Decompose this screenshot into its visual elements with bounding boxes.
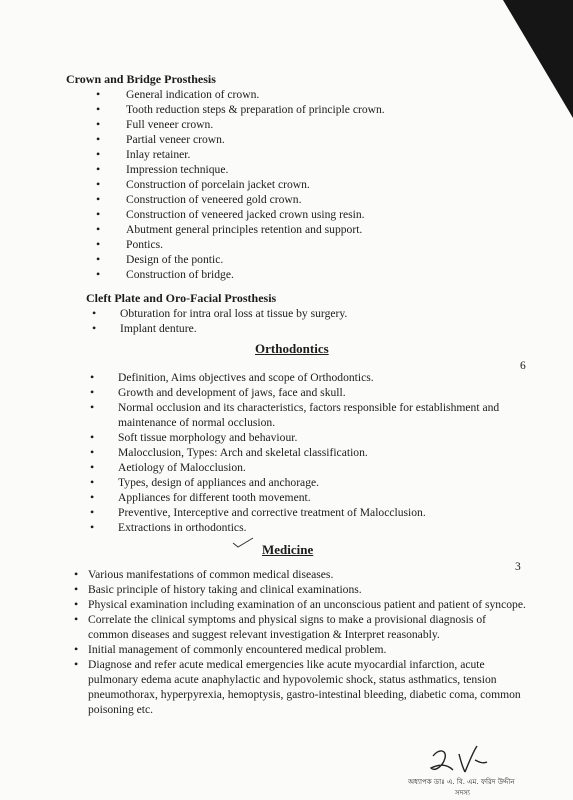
list-item: • Growth and development of jaws, face and skull. (90, 385, 530, 400)
list-item: • Physical examination including examination of an unconscious patient and patient of syncope. (74, 597, 528, 612)
list-item: • Various manifestations of common medical diseases. (74, 567, 528, 582)
list-item: • Preventive, Interceptive and corrective treatment of Malocclusion. (90, 505, 530, 520)
medicine-heading: Medicine (262, 542, 314, 557)
list-item: • Definition, Aims objectives and scope of Orthodontics. (90, 370, 530, 385)
cleft-title: Cleft Plate and Oro-Facial Prosthesis (86, 291, 277, 305)
list-item: • Tooth reduction steps & preparation of principle crown. (96, 102, 516, 117)
signature-role: সদস্য (455, 789, 470, 797)
list-item: • General indication of crown. (96, 87, 516, 102)
medicine-number: 3 (515, 561, 521, 573)
list-item: • Extractions in orthodontics. (90, 520, 530, 535)
list-item: • Pontics. (96, 237, 516, 252)
list-item: • Implant denture. (92, 321, 512, 336)
crown-bridge-list (96, 87, 516, 282)
list-item: • Impression technique. (96, 162, 516, 177)
orthodontics-number: 6 (520, 360, 526, 372)
list-item: • Normal occlusion and its characteristics, factors responsible for establishment and maintenance of normal occlusion. (90, 400, 530, 430)
list-item: • Soft tissue morphology and behaviour. (90, 430, 530, 445)
cleft-list (92, 306, 512, 336)
list-item: • Abutment general principles retention and support. (96, 222, 516, 237)
orthodontics-heading: Orthodontics (255, 341, 329, 356)
list-item: • Construction of bridge. (96, 267, 516, 282)
list-item: • Inlay retainer. (96, 147, 516, 162)
list-item: • Correlate the clinical symptoms and physical signs to make a provisional diagnosis of common diseases and suggest relevant investigation & Interpret reasonably. (74, 612, 528, 642)
list-item: • Construction of porcelain jacket crown. (96, 177, 516, 192)
orthodontics-list (90, 370, 530, 535)
crown-bridge-title: Crown and Bridge Prosthesis (66, 72, 216, 86)
list-item: • Initial management of commonly encountered medical problem. (74, 642, 528, 657)
list-item: • Design of the pontic. (96, 252, 516, 267)
list-item: • Malocclusion, Types: Arch and skeletal classification. (90, 445, 530, 460)
list-item: • Aetiology of Malocclusion. (90, 460, 530, 475)
list-item: • Appliances for different tooth movement. (90, 490, 530, 505)
list-item: • Construction of veneered jacked crown using resin. (96, 207, 516, 222)
list-item: • Construction of veneered gold crown. (96, 192, 516, 207)
list-item: • Full veneer crown. (96, 117, 516, 132)
list-item: • Basic principle of history taking and clinical examinations. (74, 582, 528, 597)
signature-icon (425, 742, 495, 778)
signature-name: অধ্যাপক ডাঃ এ. বি. এম. ফরিদ উদ্দীন (408, 778, 515, 786)
medicine-list (74, 567, 528, 717)
check-mark-icon (232, 537, 254, 549)
list-item: • Obturation for intra oral loss at tissue by surgery. (92, 306, 512, 321)
list-item: • Partial veneer crown. (96, 132, 516, 147)
list-item: • Types, design of appliances and anchorage. (90, 475, 530, 490)
list-item: • Diagnose and refer acute medical emergencies like acute myocardial infarction, acute pulmonary edema acute anaphylactic and hypovolemic shock, status asthmatics, tension pneumothorax, hyperpyrexia, hemoptysis, gastro-intestinal bleeding, diabetic coma, common poisoning etc. (74, 657, 528, 717)
